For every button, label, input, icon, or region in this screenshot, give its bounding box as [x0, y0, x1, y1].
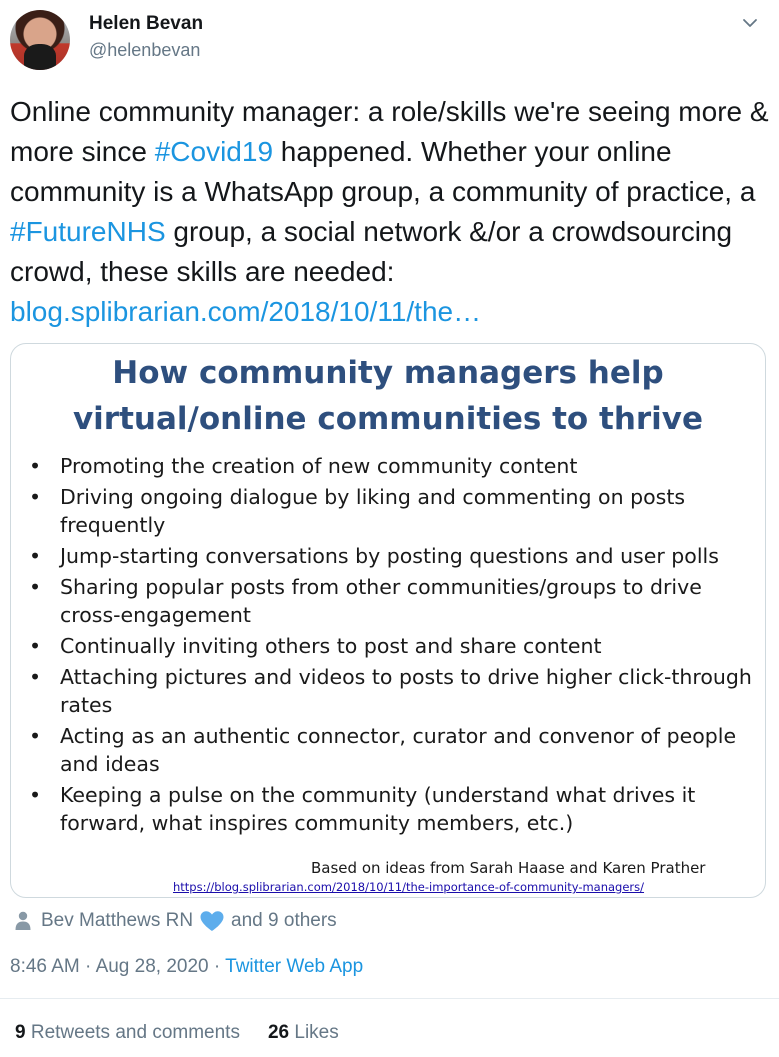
divider	[0, 998, 779, 999]
blue-heart-icon	[199, 910, 225, 932]
slide-bullet: • Keeping a pulse on the community (understand what drives it forward, what inspires community members, etc.)	[29, 781, 759, 837]
slide-bullet: • Driving ongoing dialogue by liking and commenting on posts frequently	[29, 483, 759, 539]
tweet-link[interactable]: blog.splibrarian.com/2018/10/11/the…	[10, 296, 482, 327]
likes-count: 26	[267, 1022, 290, 1043]
slide-credit-link: https://blog.splibrarian.com/2018/10/11/the-importance-of-community-managers/	[173, 880, 645, 894]
tweet-meta	[10, 956, 363, 978]
slide-bullet: • Promoting the creation of new community content	[29, 452, 759, 480]
hashtag-futurenhs[interactable]: #FutureNHS	[10, 216, 166, 247]
slide-bullet: • Acting as an authentic connector, curator and convenor of people and ideas	[29, 722, 759, 778]
likers-row[interactable]	[15, 908, 337, 934]
tweet-text-part: Online community manager: a role/skills we're seeing more & more since	[10, 96, 769, 167]
avatar-cat	[24, 44, 56, 70]
tweet-date[interactable]: Aug 28, 2020	[95, 956, 209, 977]
slide-credit: Based on ideas from Sarah Haase and Karen Prather	[311, 859, 706, 877]
tweet-text-part: happened. Whether your online community is a WhatsApp group, a community of practice, a	[10, 136, 756, 207]
display-name[interactable]: Helen Bevan	[89, 13, 204, 34]
user-handle[interactable]: @helenbevan	[89, 40, 201, 60]
tweet-stats	[15, 1022, 339, 1044]
tweet-text	[10, 92, 769, 332]
slide-bullet-list	[29, 452, 759, 840]
slide-title-line: virtual/online communities to thrive	[72, 401, 704, 437]
slide-title	[11, 350, 765, 442]
retweets-label: Retweets and comments	[30, 1022, 240, 1043]
media-image[interactable]	[10, 343, 766, 898]
slide-bullet: • Sharing popular posts from other communities/groups to drive cross-engagement	[29, 573, 759, 629]
likes-label: Likes	[294, 1022, 339, 1043]
tweet-source[interactable]: Twitter Web App	[225, 956, 364, 977]
tweet-text-part: group, a social network &/or a crowdsourcing crowd, these skills are needed:	[10, 216, 733, 287]
slide-title-line: How community managers help	[112, 355, 664, 391]
meta-separator: ·	[79, 956, 96, 977]
slide-bullet: • Attaching pictures and videos to posts to drive higher click-through rates	[29, 663, 759, 719]
avatar[interactable]	[10, 10, 70, 70]
tweet-header	[10, 10, 769, 72]
retweets-count: 9	[15, 1022, 26, 1043]
likers-others[interactable]: and 9 others	[231, 910, 337, 931]
slide-bullet: • Jump-starting conversations by posting questions and user polls	[29, 542, 759, 570]
retweets-stat[interactable]	[15, 1022, 240, 1044]
liker-name[interactable]: Bev Matthews RN	[41, 910, 194, 931]
hashtag-covid19[interactable]: #Covid19	[154, 136, 274, 167]
chevron-down-icon[interactable]	[741, 14, 759, 32]
likes-stat[interactable]	[268, 1022, 339, 1044]
meta-separator: ·	[208, 956, 226, 977]
slide-bullet: • Continually inviting others to post and share content	[29, 632, 759, 660]
tweet-time[interactable]: 8:46 AM	[10, 956, 80, 977]
person-icon	[15, 911, 31, 931]
